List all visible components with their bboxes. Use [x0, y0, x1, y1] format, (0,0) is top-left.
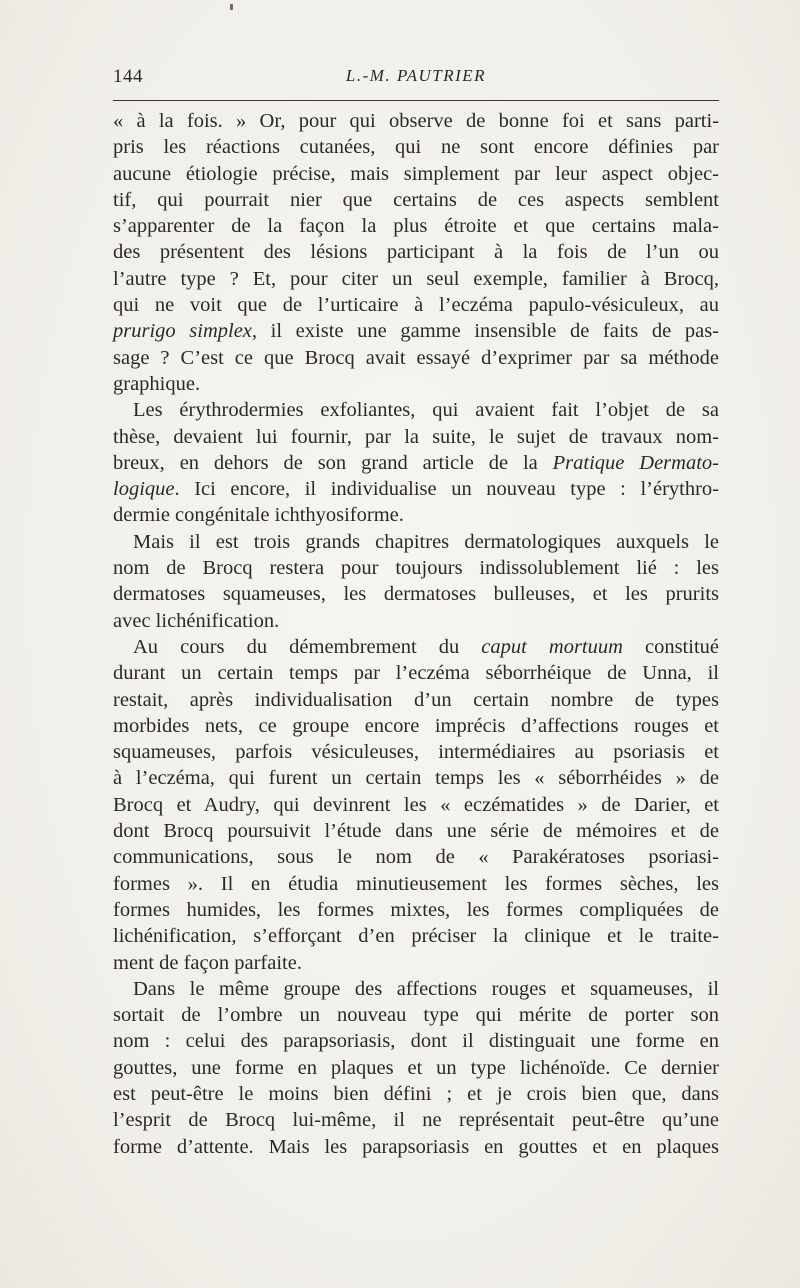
text-line: [113, 871, 719, 897]
italic-text: prurigo simplex: [113, 320, 252, 343]
text-line: [113, 1134, 719, 1160]
text-line: [113, 1055, 719, 1081]
text-run: dermatoses squameuses, les dermatoses bulleuses, et les prurits: [113, 583, 719, 606]
text-line: [113, 792, 719, 818]
text-line: [113, 213, 719, 239]
text-run: dermie congénitale ichthyosiforme.: [113, 504, 404, 527]
header-rule: [113, 100, 719, 101]
text-line: [113, 502, 719, 528]
text-line: [113, 318, 719, 344]
text-line: [113, 134, 719, 160]
text-line: [113, 450, 719, 476]
italic-text: caput mortuum: [481, 635, 623, 658]
text-line: [113, 660, 719, 686]
text-line: [113, 739, 719, 765]
text-line: [113, 923, 719, 949]
text-line: [113, 608, 719, 634]
text-run: dont Brocq poursuivit l’étude dans une série de mémoires et de: [113, 820, 719, 843]
text-line: [113, 529, 719, 555]
text-run: est peut-être le moins bien défini ; et je crois bien que, dans: [113, 1082, 719, 1105]
text-run: tif, qui pourrait nier que certains de ces aspects semblent: [113, 188, 719, 211]
text-run: lichénification, s’efforçant d’en préciser la clinique et le traite-: [113, 925, 719, 948]
text-run: forme d’attente. Mais les parapsoriasis en gouttes et en plaques: [113, 1135, 719, 1158]
text-line: [113, 818, 719, 844]
text-run: qui ne voit que de l’urticaire à l’eczéma papulo-vésiculeux, au: [113, 294, 719, 317]
text-run: Mais il est trois grands chapitres dermatologiques auxquels le: [133, 530, 719, 553]
text-line: [113, 424, 719, 450]
text-line: [113, 476, 719, 502]
text-run: squameuses, parfois vésiculeuses, intermédiaires au psoriasis et: [113, 741, 719, 764]
text-run: l’autre type ? Et, pour citer un seul exemple, familier à Brocq,: [113, 267, 719, 290]
text-line: [113, 844, 719, 870]
text-run: morbides nets, ce groupe encore imprécis d’affections rouges et: [113, 714, 719, 737]
text-line: [113, 1002, 719, 1028]
text-run: l’esprit de Brocq lui-même, il ne représentait peut-être qu’une: [113, 1109, 719, 1132]
text-line: [113, 1107, 719, 1133]
text-run: breux, en dehors de son grand article de la: [113, 451, 553, 474]
text-run: constitué: [622, 635, 719, 658]
text-line: [113, 581, 719, 607]
text-run: graphique.: [113, 372, 201, 395]
text-line: [113, 397, 719, 423]
text-line: [113, 239, 719, 265]
text-line: [113, 634, 719, 660]
text-run: ment de façon parfaite.: [113, 951, 302, 974]
text-run: pris les réactions cutanées, qui ne sont encore définies par: [113, 136, 719, 159]
text-line: [113, 555, 719, 581]
text-line: [113, 292, 719, 318]
page-header: [113, 62, 719, 92]
text-run: à l’eczéma, qui furent un certain temps les « séborrhéides » de: [113, 767, 719, 790]
text-run: communications, sous le nom de « Parakératoses psoriasi-: [113, 846, 719, 869]
text-run: sortait de l’ombre un nouveau type qui mérite de porter son: [113, 1004, 719, 1027]
text-run: nom : celui des parapsoriasis, dont il distinguait une forme en: [113, 1030, 719, 1053]
text-line: [113, 108, 719, 134]
paragraph: [113, 108, 719, 397]
text-run: avec lichénification.: [113, 609, 280, 632]
text-run: s’apparenter de la façon la plus étroite et que certains mala-: [113, 215, 719, 238]
text-line: [113, 713, 719, 739]
text-line: [113, 266, 719, 292]
text-run: Brocq et Audry, qui devinrent les « eczématides » de Darier, et: [113, 793, 719, 816]
text-run: gouttes, une forme en plaques et un type lichénoïde. Ce dernier: [113, 1056, 719, 1079]
text-run: sage ? C’est ce que Brocq avait essayé d’exprimer par sa méthode: [113, 346, 719, 369]
text-line: [113, 950, 719, 976]
text-run: Les érythrodermies exfoliantes, qui avaient fait l’objet de sa: [133, 399, 719, 422]
text-line: [113, 1028, 719, 1054]
italic-text: logique: [113, 478, 175, 501]
text-run: des présentent des lésions participant à la fois de l’un ou: [113, 241, 719, 264]
text-line: [113, 1081, 719, 1107]
italic-text: Pratique Dermato-: [552, 451, 719, 474]
text-line: [113, 187, 719, 213]
ink-speck: [230, 4, 233, 10]
text-line: [113, 897, 719, 923]
text-run: aucune étiologie précise, mais simplement par leur aspect objec-: [113, 162, 719, 185]
text-run: formes humides, les formes mixtes, les formes compliquées de: [113, 898, 719, 921]
paragraph: [113, 976, 719, 1160]
text-run: restait, après individualisation d’un certain nombre de types: [113, 688, 719, 711]
text-run: durant un certain temps par l’eczéma séborrhéique de Unna, il: [113, 662, 719, 685]
text-run: Au cours du démembrement du: [133, 635, 482, 658]
text-line: [113, 371, 719, 397]
text-run: Dans le même groupe des affections rouges et squameuses, il: [133, 977, 719, 1000]
text-line: [113, 161, 719, 187]
paragraph: [113, 529, 719, 634]
paragraph: [113, 397, 719, 528]
text-line: [113, 345, 719, 371]
text-run: nom de Brocq restera pour toujours indissolublement lié : les: [113, 557, 719, 580]
text-line: [113, 687, 719, 713]
running-head: L.-M. PAUTRIER: [345, 66, 487, 85]
page-number: 144: [113, 66, 143, 87]
paragraph: [113, 634, 719, 976]
text-run: formes ». Il en étudia minutieusement les formes sèches, les: [113, 872, 719, 895]
text-line: [113, 976, 719, 1002]
text-run: , il existe une gamme insensible de faits de pas-: [251, 320, 719, 343]
body-text: [113, 108, 719, 1160]
text-run: « à la fois. » Or, pour qui observe de bonne foi et sans parti-: [113, 110, 719, 132]
text-run: thèse, devaient lui fournir, par la suite, le sujet de travaux nom-: [113, 425, 719, 448]
text-line: [113, 765, 719, 791]
text-run: . Ici encore, il individualise un nouveau type : l’érythro-: [174, 478, 719, 501]
